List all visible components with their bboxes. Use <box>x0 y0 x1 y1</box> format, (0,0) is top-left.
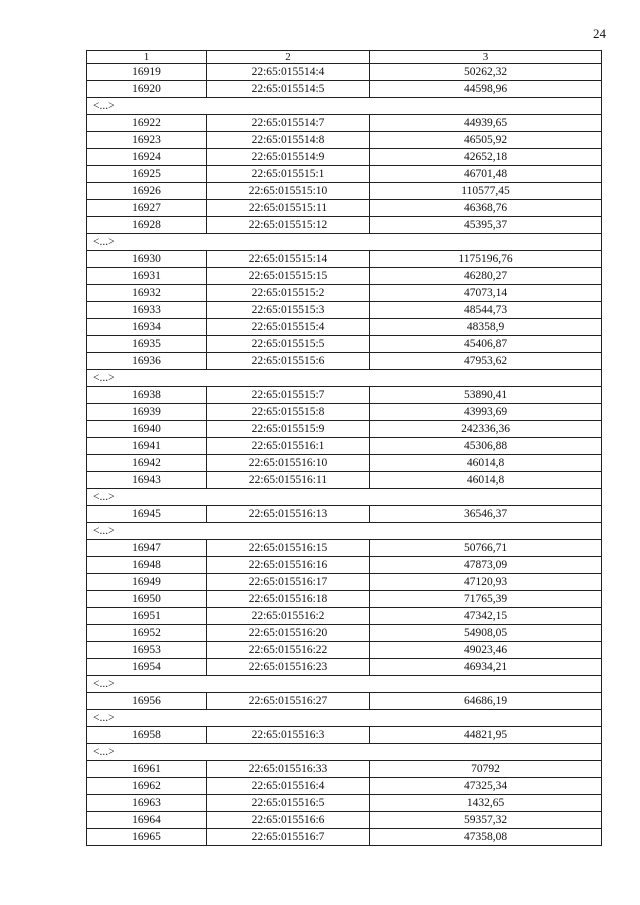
table-row <box>87 149 602 166</box>
cadastral-code-cell: 22:65:015516:27 <box>207 693 370 710</box>
cadastral-code-cell: 22:65:015515:6 <box>207 353 370 370</box>
table-row <box>87 268 602 285</box>
table-row <box>87 64 602 81</box>
cadastral-code-cell: 22:65:015516:11 <box>207 472 370 489</box>
gap-marker: <...> <box>87 489 602 506</box>
value-cell: 44821,95 <box>370 727 602 744</box>
table-gap-row <box>87 744 602 761</box>
cadastral-code-cell: 22:65:015515:11 <box>207 200 370 217</box>
value-cell: 44598,96 <box>370 81 602 98</box>
value-cell: 45395,37 <box>370 217 602 234</box>
table-row <box>87 693 602 710</box>
table-row <box>87 115 602 132</box>
cadastral-code-cell: 22:65:015516:33 <box>207 761 370 778</box>
table-row <box>87 540 602 557</box>
value-cell: 70792 <box>370 761 602 778</box>
row-number-cell: 16956 <box>87 693 207 710</box>
value-cell: 47325,34 <box>370 778 602 795</box>
row-number-cell: 16965 <box>87 829 207 846</box>
table-row <box>87 387 602 404</box>
row-number-cell: 16952 <box>87 625 207 642</box>
table-row <box>87 591 602 608</box>
cadastral-code-cell: 22:65:015514:8 <box>207 132 370 149</box>
table-gap-row <box>87 710 602 727</box>
cadastral-code-cell: 22:65:015516:18 <box>207 591 370 608</box>
row-number-cell: 16941 <box>87 438 207 455</box>
value-cell: 44939,65 <box>370 115 602 132</box>
table-gap-row <box>87 98 602 115</box>
cadastral-code-cell: 22:65:015515:2 <box>207 285 370 302</box>
table-row <box>87 506 602 523</box>
value-cell: 48358,9 <box>370 319 602 336</box>
table-row <box>87 455 602 472</box>
table-body <box>87 51 602 846</box>
table-row <box>87 642 602 659</box>
row-number-cell: 16935 <box>87 336 207 353</box>
row-number-cell: 16943 <box>87 472 207 489</box>
value-cell: 47873,09 <box>370 557 602 574</box>
cadastral-code-cell: 22:65:015516:1 <box>207 438 370 455</box>
table-row <box>87 795 602 812</box>
value-cell: 47358,08 <box>370 829 602 846</box>
table-row <box>87 81 602 98</box>
cadastral-code-cell: 22:65:015516:23 <box>207 659 370 676</box>
cadastral-code-cell: 22:65:015516:5 <box>207 795 370 812</box>
gap-marker: <...> <box>87 370 602 387</box>
cadastral-code-cell: 22:65:015515:14 <box>207 251 370 268</box>
value-cell: 49023,46 <box>370 642 602 659</box>
cadastral-code-cell: 22:65:015514:9 <box>207 149 370 166</box>
data-table <box>86 50 602 846</box>
cadastral-code-cell: 22:65:015516:3 <box>207 727 370 744</box>
row-number-cell: 16962 <box>87 778 207 795</box>
table-row <box>87 353 602 370</box>
row-number-cell: 16922 <box>87 115 207 132</box>
cadastral-code-cell: 22:65:015516:16 <box>207 557 370 574</box>
value-cell: 50766,71 <box>370 540 602 557</box>
cadastral-code-cell: 22:65:015516:15 <box>207 540 370 557</box>
row-number-cell: 16945 <box>87 506 207 523</box>
page-number: 24 <box>593 26 606 41</box>
value-cell: 59357,32 <box>370 812 602 829</box>
row-number-cell: 16949 <box>87 574 207 591</box>
value-cell: 45306,88 <box>370 438 602 455</box>
gap-marker: <...> <box>87 98 602 115</box>
row-number-cell: 16953 <box>87 642 207 659</box>
table-row <box>87 829 602 846</box>
value-cell: 47120,93 <box>370 574 602 591</box>
value-cell: 43993,69 <box>370 404 602 421</box>
cadastral-code-cell: 22:65:015516:17 <box>207 574 370 591</box>
cadastral-code-cell: 22:65:015515:1 <box>207 166 370 183</box>
cadastral-code-cell: 22:65:015515:12 <box>207 217 370 234</box>
cadastral-code-cell: 22:65:015516:20 <box>207 625 370 642</box>
table-gap-row <box>87 234 602 251</box>
table-row <box>87 812 602 829</box>
value-cell: 47953,62 <box>370 353 602 370</box>
value-cell: 64686,19 <box>370 693 602 710</box>
row-number-cell: 16934 <box>87 319 207 336</box>
row-number-cell: 16954 <box>87 659 207 676</box>
row-number-cell: 16933 <box>87 302 207 319</box>
header-cell-3: 3 <box>370 51 602 64</box>
row-number-cell: 16930 <box>87 251 207 268</box>
table-row <box>87 557 602 574</box>
table-row <box>87 625 602 642</box>
value-cell: 48544,73 <box>370 302 602 319</box>
row-number-cell: 16924 <box>87 149 207 166</box>
table-row <box>87 472 602 489</box>
gap-marker: <...> <box>87 676 602 693</box>
table-header-row <box>87 51 602 64</box>
cadastral-code-cell: 22:65:015516:2 <box>207 608 370 625</box>
value-cell: 53890,41 <box>370 387 602 404</box>
row-number-cell: 16963 <box>87 795 207 812</box>
table-row <box>87 251 602 268</box>
table-row <box>87 727 602 744</box>
cadastral-code-cell: 22:65:015515:9 <box>207 421 370 438</box>
table-row <box>87 574 602 591</box>
row-number-cell: 16927 <box>87 200 207 217</box>
cadastral-code-cell: 22:65:015515:10 <box>207 183 370 200</box>
cadastral-code-cell: 22:65:015514:4 <box>207 64 370 81</box>
value-cell: 242336,36 <box>370 421 602 438</box>
row-number-cell: 16961 <box>87 761 207 778</box>
value-cell: 1432,65 <box>370 795 602 812</box>
table-gap-row <box>87 676 602 693</box>
data-table-container <box>86 50 601 846</box>
cadastral-code-cell: 22:65:015515:3 <box>207 302 370 319</box>
value-cell: 46280,27 <box>370 268 602 285</box>
gap-marker: <...> <box>87 744 602 761</box>
value-cell: 54908,05 <box>370 625 602 642</box>
row-number-cell: 16938 <box>87 387 207 404</box>
table-row <box>87 421 602 438</box>
row-number-cell: 16947 <box>87 540 207 557</box>
header-cell-2: 2 <box>207 51 370 64</box>
table-row <box>87 659 602 676</box>
cadastral-code-cell: 22:65:015515:4 <box>207 319 370 336</box>
row-number-cell: 16926 <box>87 183 207 200</box>
row-number-cell: 16936 <box>87 353 207 370</box>
row-number-cell: 16932 <box>87 285 207 302</box>
value-cell: 71765,39 <box>370 591 602 608</box>
cadastral-code-cell: 22:65:015516:22 <box>207 642 370 659</box>
value-cell: 45406,87 <box>370 336 602 353</box>
gap-marker: <...> <box>87 710 602 727</box>
row-number-cell: 16920 <box>87 81 207 98</box>
value-cell: 47073,14 <box>370 285 602 302</box>
table-row <box>87 132 602 149</box>
row-number-cell: 16951 <box>87 608 207 625</box>
row-number-cell: 16942 <box>87 455 207 472</box>
cadastral-code-cell: 22:65:015516:13 <box>207 506 370 523</box>
table-row <box>87 285 602 302</box>
table-row <box>87 217 602 234</box>
row-number-cell: 16923 <box>87 132 207 149</box>
table-row <box>87 608 602 625</box>
gap-marker: <...> <box>87 523 602 540</box>
table-gap-row <box>87 523 602 540</box>
table-row <box>87 404 602 421</box>
table-row <box>87 336 602 353</box>
cadastral-code-cell: 22:65:015516:7 <box>207 829 370 846</box>
row-number-cell: 16958 <box>87 727 207 744</box>
cadastral-code-cell: 22:65:015514:5 <box>207 81 370 98</box>
cadastral-code-cell: 22:65:015515:7 <box>207 387 370 404</box>
row-number-cell: 16939 <box>87 404 207 421</box>
value-cell: 36546,37 <box>370 506 602 523</box>
table-row <box>87 778 602 795</box>
value-cell: 46505,92 <box>370 132 602 149</box>
row-number-cell: 16925 <box>87 166 207 183</box>
table-row <box>87 761 602 778</box>
cadastral-code-cell: 22:65:015515:8 <box>207 404 370 421</box>
row-number-cell: 16940 <box>87 421 207 438</box>
cadastral-code-cell: 22:65:015516:4 <box>207 778 370 795</box>
table-row <box>87 183 602 200</box>
table-row <box>87 438 602 455</box>
value-cell: 47342,15 <box>370 608 602 625</box>
row-number-cell: 16950 <box>87 591 207 608</box>
table-gap-row <box>87 489 602 506</box>
table-gap-row <box>87 370 602 387</box>
gap-marker: <...> <box>87 234 602 251</box>
row-number-cell: 16919 <box>87 64 207 81</box>
value-cell: 46014,8 <box>370 455 602 472</box>
row-number-cell: 16931 <box>87 268 207 285</box>
value-cell: 46701,48 <box>370 166 602 183</box>
row-number-cell: 16948 <box>87 557 207 574</box>
value-cell: 42652,18 <box>370 149 602 166</box>
value-cell: 1175196,76 <box>370 251 602 268</box>
cadastral-code-cell: 22:65:015515:5 <box>207 336 370 353</box>
value-cell: 46934,21 <box>370 659 602 676</box>
cadastral-code-cell: 22:65:015516:6 <box>207 812 370 829</box>
table-row <box>87 166 602 183</box>
table-row <box>87 319 602 336</box>
cadastral-code-cell: 22:65:015514:7 <box>207 115 370 132</box>
cadastral-code-cell: 22:65:015516:10 <box>207 455 370 472</box>
value-cell: 50262,32 <box>370 64 602 81</box>
table-row <box>87 302 602 319</box>
row-number-cell: 16928 <box>87 217 207 234</box>
value-cell: 110577,45 <box>370 183 602 200</box>
header-cell-1: 1 <box>87 51 207 64</box>
value-cell: 46014,8 <box>370 472 602 489</box>
value-cell: 46368,76 <box>370 200 602 217</box>
row-number-cell: 16964 <box>87 812 207 829</box>
table-row <box>87 200 602 217</box>
cadastral-code-cell: 22:65:015515:15 <box>207 268 370 285</box>
